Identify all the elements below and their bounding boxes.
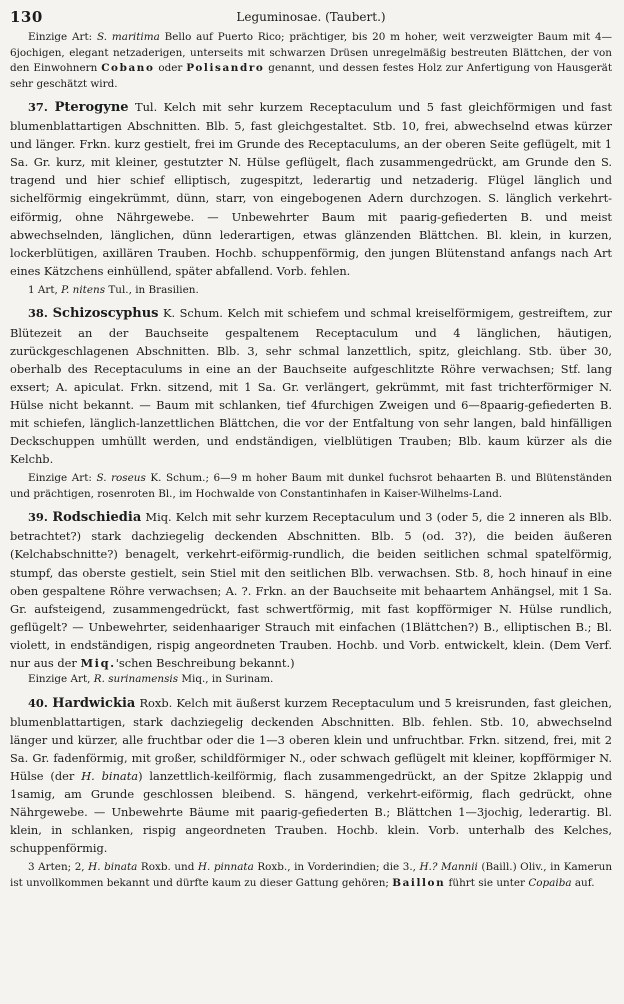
- genus-38-species-note: [10, 471, 612, 502]
- note-text: Roxb. und: [137, 861, 198, 874]
- note-text: auf.: [571, 876, 595, 889]
- genus-40-species-note: [10, 860, 612, 891]
- genus-name: Rodschiedia: [52, 510, 142, 526]
- note-text: Tul., in Brasilien.: [105, 283, 199, 296]
- genus-38-description: [10, 304, 612, 468]
- note-text: (Baill.) Oliv., in Kamerun ist unvollkommen bekannt und dürfte kaum zu dieser Gattung gehören;: [10, 861, 613, 889]
- running-title: Leguminosae. (Taubert.): [236, 10, 386, 24]
- genus-name: Schizoscyphus: [52, 306, 159, 322]
- species-name: H. pinnata: [197, 861, 254, 874]
- genus-name: Pterogyne: [54, 100, 129, 115]
- species-name: H.? Mannii: [419, 861, 478, 874]
- note-text: K. Schum.; 6—9 m hoher Baum mit dunkel fuchsrot behaarten B. und Blütenständen und prächtigen, rosenroten Bl., im Hochwalde von Constantinhafen in Kaiser-Wilhelms-Land.: [10, 472, 612, 500]
- note-text: Bello auf Puerto Rico; prächtiger, bis 20 m hoher, weit verzweigter Baum mit 4—6jochigen, elegant netzaderigen, unterseits mit schwarzen Drüsen unregelmäßig bestreuten Blättchen, der von den Einwohnern: [10, 31, 613, 74]
- genus-number: 39.: [28, 510, 53, 525]
- note-text: genannt, und dessen festes Holz zur Anfertigung von Hausgerät sehr geschätzt wird.: [10, 62, 612, 90]
- note-text: führt sie unter: [445, 876, 529, 889]
- species-name: H. binata: [81, 769, 139, 783]
- genus-name: Hardwickia: [52, 695, 136, 711]
- genus-37-description: [10, 98, 612, 280]
- genus-text: K. Schum. Kelch mit schiefem und schmal kreiselförmigem, gestreiftem, zur Blütezeit an der Bauchseite gespaltenem Receptaculum und 4 länglichen, häutigen, zurückgeschlagenen Abschnitten. Blb. 3, sehr schmal lanzettlich, spitz, gleichlang. Stb. über 30, oberhalb des Receptaculums in eine an der Bauchseite aufgeschlitzte Röhre verwachsen; Stf. lang exsert; A. apiculat. Frkn. sitzend, mit 1 Sa. Gr. verlängert, gekrümmt, mit fast trichterförmiger N. Hülse nicht bekannt. — Baum mit schlanken, tief 4furchigen Zweigen und 6—8paarig-gefiederten B. mit schiefen, länglich-lanzettlichen Blättchen, die vor der Entfaltung von sehr langen, bald hinfälligen Deckschuppen umhüllt werden, und endständigen, vielblütigen Trauben; Blb. kaum kürzer als die Kelchb.: [10, 306, 612, 467]
- note-text: 1 Art,: [28, 283, 62, 296]
- page-header: [10, 6, 612, 30]
- genus-number: 37.: [28, 100, 55, 114]
- genus-40-description: [10, 694, 612, 858]
- note-text: oder: [154, 62, 187, 74]
- note-text: 3 Arten; 2,: [28, 861, 89, 874]
- species-name: S. roseus: [96, 472, 146, 485]
- genus-text: Roxb. Kelch mit äußerst kurzem Receptaculum und 5 kreisrunden, fast gleichen, blumenblattartigen, stark dachziegelig deckenden Abschnitten. Blb. fehlen. Stb. 10, abwechselnd länger und kürzer, alle fruchtbar oder die 1—3 oberen klein und unfruchtbar. Frkn. sitzend, frei, mit 2 Sa. Gr. fadenförmig, mit großer, schildförmiger N., oder schwach geflügelt mit kleiner, kopfförmiger N. Hülse (der: [10, 695, 612, 783]
- page-number: 130: [10, 8, 43, 26]
- note-text: Einzige Art,: [28, 673, 94, 686]
- note-text: Einzige Art:: [28, 31, 98, 43]
- genus-number: 38.: [28, 306, 53, 321]
- genus-text: Miq. Kelch mit sehr kurzem Receptaculum und 3 (oder 5, die 2 inneren als Blb. betrachtet?) stark dachziegelig deckenden Abschnitten. Blb. 5 (od. 3?), die beiden äußeren (Kelchabschnitte?) benagelt, verkehrt-eiförmig-rundlich, die beiden seitlichen schmal spatelförmig, stumpf, das oberste gestielt, sein Stiel mit den seitlichen Blb. verwachsen. Stb. 8, hoch hinauf in eine oben gespaltene Röhre verwachsen; A. ?. Frkn. an der Bauchseite mit behaartem Anhängsel, mit 1 Sa. Gr. aufsteigend, zusammengedrückt, fast schwertförmig, mit fast kopfförmiger N. Hülse rundlich, geflügelt? — Unbewehrter, seidenhaariger Strauch mit einfachen (1Blättchen?) B., elliptischen B.; Bl. violett, in endständigen, rispig angeordneten Trauben. Hochb. und Vorb. entwickelt, klein. (Dem Verf. nur aus der: [10, 510, 612, 671]
- genus-text: 'schen Beschreibung bekannt.): [115, 656, 295, 671]
- author-name: Baillon: [392, 876, 446, 889]
- genus-37-species-note: [10, 283, 612, 299]
- species-name: P. nitens: [61, 283, 106, 296]
- genus-text: Tul. Kelch mit sehr kurzem Receptaculum und 5 fast gleichförmigen und fast blumenblattartigen Abschnitten. Blb. 5, fast gleichgestaltet. Stb. 10, frei, abwechselnd etwas kürzer und länger. Frkn. kurz gestielt, frei im Grunde des Receptaculums, an der oberen Seite geflügelt, mit 1 Sa. Gr. kurz, mit kleiner, gestutzter N. Hülse geflügelt, flach zusammengedrückt, am Grunde den S. tragend und hier schief elliptisch, zugespitzt, lederartig und netzaderig. Flügel länglich und sichelförmig eingekrümmt, dünn, starr, von eingebogenen Adern durchzogen. S. länglich verkehrt-eiförmig, ohne Nährgewebe. — Unbewehrter Baum mit paarig-gefiederten B. und meist abwechselnden, länglichen, dünn lederartigen, etwas glänzenden Blättchen. Bl. klein, in kurzen, lockerblütigen, axillären Trauben. Hochb. schuppenförmig, den jungen Blütenstand anfangs nach Art eines Kätzchens einhüllend, später abfallend. Vorb. fehlen.: [10, 100, 612, 278]
- species-name: S. maritima: [97, 31, 160, 43]
- species-name: H. binata: [88, 861, 138, 874]
- note-text: Roxb., in Vorderindien; die 3.,: [253, 861, 420, 874]
- genus-ref: Copaiba: [528, 876, 572, 889]
- genus-39-description: [10, 508, 612, 672]
- author-name: Miq.: [80, 656, 116, 671]
- genus-text: ) lanzettlich-keilförmig, flach zusammengedrückt, an der Spitze 2klappig und 1samig, am Grunde geschlossen bleibend. S. hängend, verkehrt-eiförmig, flach gedrückt, ohne Nährgewebe. — Unbewehrte Bäume mit paarig-gefiederten B.; Blättchen 1—3jochig, lederartig. Bl. klein, in schlanken, rispig angeordneten Trauben. Hochb. klein. Vorb. unterhalb des Kelches, schuppenförmig.: [10, 769, 612, 856]
- note-text: Einzige Art:: [28, 472, 97, 485]
- species-name: R. surinamensis: [93, 673, 179, 686]
- vernacular-name: Cobano: [101, 62, 155, 74]
- species-note-sweetia: [10, 30, 612, 92]
- vernacular-name: Polisandro: [186, 62, 265, 74]
- genus-number: 40.: [28, 695, 53, 710]
- genus-39-species-note: [10, 672, 612, 688]
- note-text: Miq., in Surinam.: [178, 673, 274, 686]
